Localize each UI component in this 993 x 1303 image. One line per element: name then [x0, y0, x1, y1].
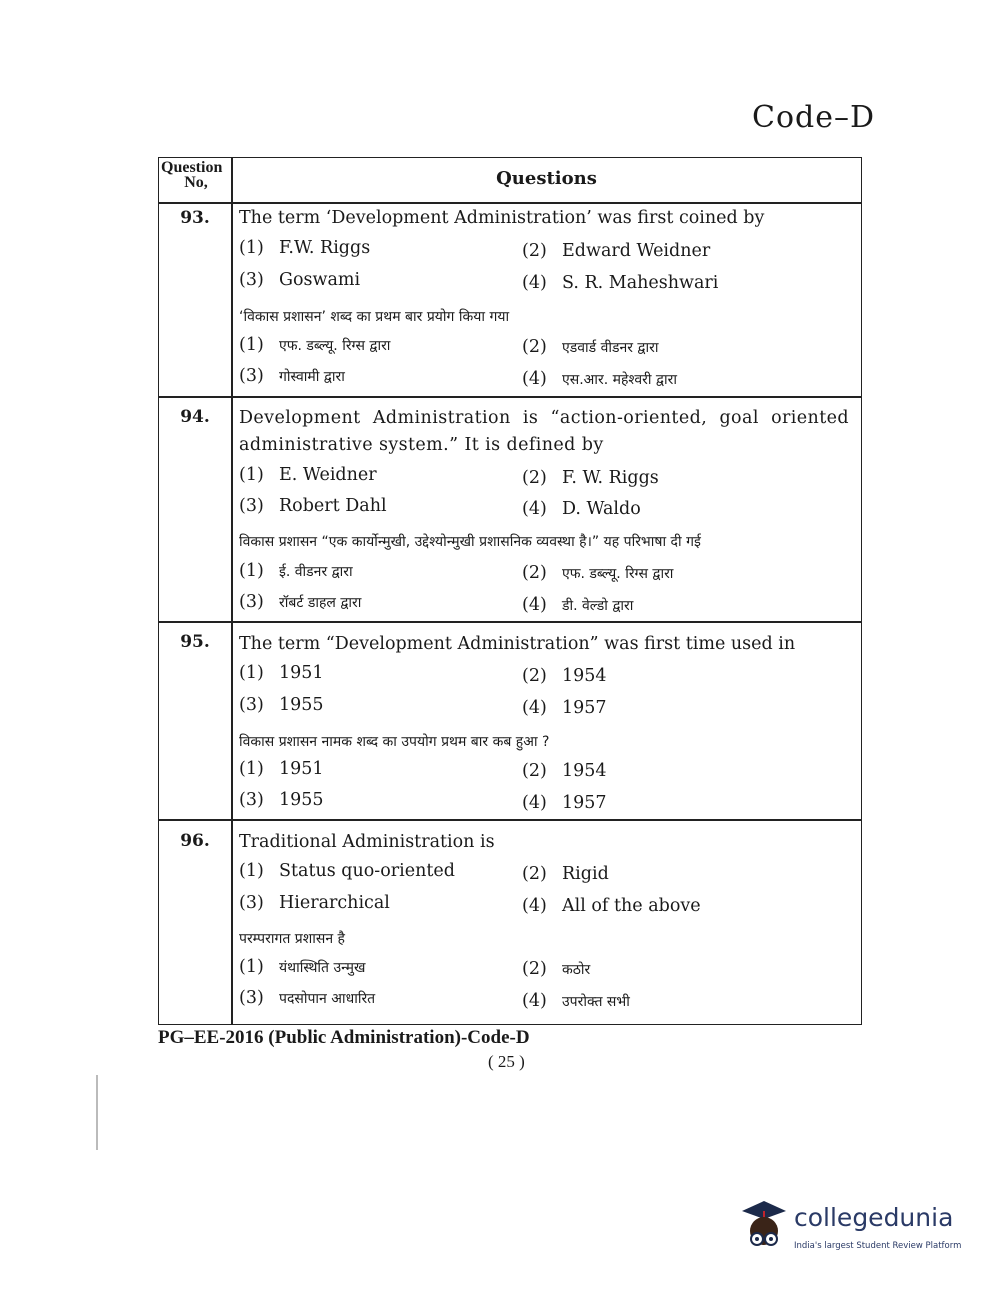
option-text: E. Weidner — [279, 465, 377, 485]
question-text-hi: ‘विकास प्रशासन’ शब्द का प्रथम बार प्रयोग किया गया — [239, 309, 510, 325]
option-2-hi — [522, 959, 590, 979]
option-3-hi — [239, 366, 345, 386]
row-divider — [159, 819, 861, 821]
option-text: 1951 — [279, 663, 324, 683]
option-number: (2) — [522, 337, 547, 357]
question-text-en: Development Administration is “action-oriented, goal oriented administrative system.” It is defined by — [239, 408, 849, 455]
question-text-hi: विकास प्रशासन नामक शब्द का उपयोग प्रथम बार कब हुआ ? — [239, 734, 550, 750]
option-text: यंथास्थिति उन्मुख — [279, 960, 366, 976]
option-number: (4) — [522, 991, 547, 1011]
option-text: 1957 — [562, 698, 607, 718]
option-text: D. Waldo — [562, 499, 641, 519]
option-number: (1) — [239, 335, 264, 355]
option-number: (3) — [239, 270, 264, 290]
option-number: (2) — [522, 563, 547, 583]
option-text: एफ. डब्ल्यू. रिग्स द्वारा — [562, 566, 674, 582]
option-text: एस.आर. महेश्वरी द्वारा — [562, 372, 677, 388]
option-text: F.W. Riggs — [279, 238, 371, 258]
option-text: 1957 — [562, 793, 607, 813]
option-2-en — [522, 864, 609, 884]
option-text: Hierarchical — [279, 893, 390, 913]
option-text: 1955 — [279, 695, 324, 715]
header-no-line1: Question — [161, 159, 223, 176]
logo-tagline: India's largest Student Review Platform — [794, 1241, 962, 1251]
option-text: 1954 — [562, 666, 607, 686]
option-number: (1) — [239, 957, 264, 977]
option-2-hi — [522, 563, 673, 583]
option-1-en — [239, 861, 455, 881]
option-text: एडवार्ड वीडनर द्वारा — [562, 340, 659, 356]
option-3-en — [239, 695, 324, 715]
option-1-hi — [239, 335, 390, 355]
option-number: (3) — [239, 496, 264, 516]
option-text: Rigid — [562, 864, 609, 884]
option-number: (2) — [522, 468, 547, 488]
option-text: Robert Dahl — [279, 496, 387, 516]
option-number: (3) — [239, 893, 264, 913]
option-4-en — [522, 499, 641, 519]
option-text: F. W. Riggs — [562, 468, 659, 488]
option-number: (4) — [522, 793, 547, 813]
option-4-en — [522, 698, 607, 718]
scan-artifact — [96, 1075, 98, 1150]
option-4-hi — [522, 793, 607, 813]
option-3-hi — [239, 988, 375, 1008]
header-questions: Questions — [496, 168, 597, 189]
row-divider — [159, 621, 861, 623]
option-number: (1) — [239, 465, 264, 485]
question-text-en: The term ‘Development Administration’ was first coined by — [239, 208, 765, 228]
option-4-hi — [522, 595, 633, 615]
option-1-hi — [239, 759, 324, 779]
option-text: डी. वेल्डो द्वारा — [562, 598, 634, 614]
option-number: (1) — [239, 759, 264, 779]
header-question-no — [161, 160, 231, 190]
option-number: (1) — [239, 861, 264, 881]
option-4-hi — [522, 991, 630, 1011]
question-text-hi: परम्परागत प्रशासन है — [239, 931, 345, 947]
option-number: (4) — [522, 698, 547, 718]
option-text: एफ. डब्ल्यू. रिग्स द्वारा — [279, 338, 391, 354]
option-text: Edward Weidner — [562, 241, 711, 261]
question-table — [158, 157, 862, 1025]
option-number: (1) — [239, 663, 264, 683]
option-3-en — [239, 893, 390, 913]
option-3-hi — [239, 790, 324, 810]
option-1-en — [239, 465, 377, 485]
option-number: (2) — [522, 959, 547, 979]
option-3-en — [239, 496, 387, 516]
option-text: पदसोपान आधारित — [279, 991, 376, 1007]
option-1-hi — [239, 561, 353, 581]
question-number: 94. — [180, 407, 210, 427]
option-2-en — [522, 666, 607, 686]
option-3-en — [239, 270, 360, 290]
footer-title: PG–EE-2016 (Public Administration)-Code-D — [158, 1027, 530, 1048]
option-number: (3) — [239, 366, 264, 386]
option-text: कठोर — [562, 962, 591, 978]
question-text-en: Traditional Administration is — [239, 832, 495, 852]
option-number: (4) — [522, 499, 547, 519]
option-text: गोस्वामी द्वारा — [279, 369, 345, 385]
option-text: 1954 — [562, 761, 607, 781]
option-1-hi — [239, 957, 365, 977]
option-number: (4) — [522, 896, 547, 916]
question-number: 95. — [180, 632, 210, 652]
option-text: उपरोक्त सभी — [562, 994, 630, 1010]
option-2-hi — [522, 337, 658, 357]
option-text: 1955 — [279, 790, 324, 810]
question-text-en: The term “Development Administration” was first time used in — [239, 634, 796, 654]
page-number: ( 25 ) — [488, 1052, 525, 1071]
column-divider — [231, 158, 233, 1024]
option-4-en — [522, 273, 718, 293]
option-text: S. R. Maheshwari — [562, 273, 719, 293]
row-divider — [159, 202, 861, 204]
option-1-en — [239, 238, 370, 258]
option-number: (3) — [239, 592, 264, 612]
option-2-hi — [522, 761, 607, 781]
option-2-en — [522, 468, 659, 488]
logo-wordmark: collegedunia — [794, 1203, 954, 1232]
option-4-hi — [522, 369, 677, 389]
option-number: (2) — [522, 241, 547, 261]
option-number: (3) — [239, 988, 264, 1008]
option-number: (3) — [239, 790, 264, 810]
question-number: 96. — [180, 831, 210, 851]
question-text-hi: विकास प्रशासन “एक कार्योन्मुखी, उद्देश्योन्मुखी प्रशासनिक व्यवस्था है।” यह परिभाषा दी गई — [239, 534, 701, 550]
option-number: (2) — [522, 864, 547, 884]
header-no-line2: No, — [184, 174, 208, 191]
option-text: रॉबर्ट डाहल द्वारा — [279, 595, 362, 611]
option-text: ई. वीडनर द्वारा — [279, 564, 353, 580]
option-number: (4) — [522, 273, 547, 293]
option-number: (2) — [522, 666, 547, 686]
option-text: All of the above — [562, 896, 701, 916]
option-number: (1) — [239, 561, 264, 581]
option-number: (4) — [522, 595, 547, 615]
option-number: (4) — [522, 369, 547, 389]
mascot-icon — [736, 1197, 792, 1257]
option-2-en — [522, 241, 710, 261]
option-text: Status quo-oriented — [279, 861, 455, 881]
collegedunia-logo[interactable] — [736, 1197, 966, 1262]
option-number: (2) — [522, 761, 547, 781]
option-number: (3) — [239, 695, 264, 715]
option-1-en — [239, 663, 324, 683]
option-number: (1) — [239, 238, 264, 258]
option-text: Goswami — [279, 270, 361, 290]
row-divider — [159, 396, 861, 398]
option-4-en — [522, 896, 701, 916]
option-text: 1951 — [279, 759, 324, 779]
option-3-hi — [239, 592, 361, 612]
question-number: 93. — [180, 208, 210, 228]
code-label: Code–D — [752, 100, 876, 135]
